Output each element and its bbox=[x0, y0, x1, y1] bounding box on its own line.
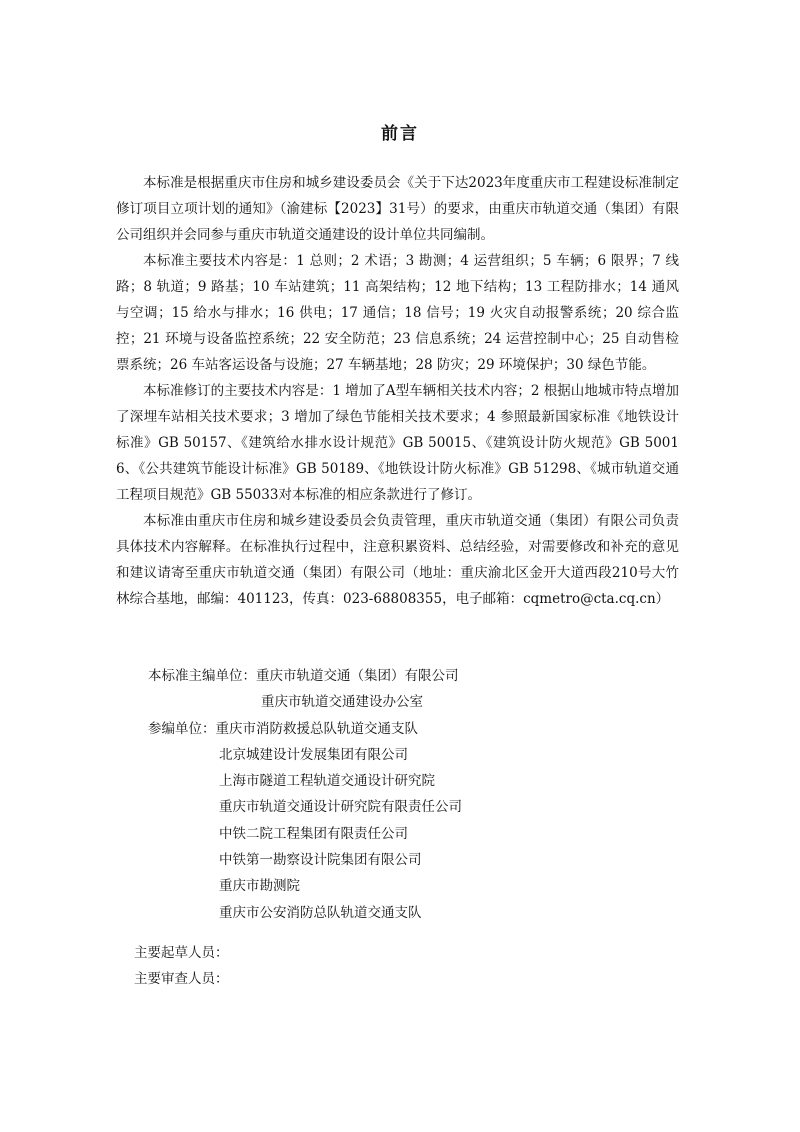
participant-unit: 重庆市轨道交通设计研究院有限责任公司 bbox=[219, 799, 462, 816]
page-title: 前言 bbox=[381, 124, 419, 144]
chief-editor-row bbox=[148, 663, 462, 689]
participant-unit: 北京城建设计发展集团有限公司 bbox=[219, 746, 408, 763]
participants-label: 参编单位： bbox=[148, 720, 216, 737]
participant-unit: 上海市隧道工程轨道交通设计研究院 bbox=[219, 773, 435, 790]
participant-unit: 重庆市公安消防总队轨道交通支队 bbox=[219, 904, 422, 921]
paragraph-management: 本标准由重庆市住房和城乡建设委员会负责管理，重庆市轨道交通（集团）有限公司负责具体技术内容解释。在标准执行过程中，注意积累资料、总结经验，对需要修改和补充的意见和建议请寄至重庆市轨道交通（集团）有限公司（地址：重庆渝北区金开大道西段210号大竹林综合基地，邮编：401123，传真：023-68808355，电子邮箱：cqmetro@cta.cq.cn） bbox=[116, 513, 679, 607]
chief-editor-unit: 重庆市轨道交通（集团）有限公司 bbox=[256, 668, 459, 684]
chief-editor-unit: 重庆市轨道交通建设办公室 bbox=[261, 694, 423, 711]
drafters-label: 主要起草人员： bbox=[134, 945, 229, 961]
personnel-section bbox=[134, 940, 229, 993]
participant-unit: 中铁二院工程集团有限责任公司 bbox=[219, 825, 408, 842]
editing-units bbox=[148, 663, 462, 926]
reviewers-label: 主要审查人员： bbox=[134, 971, 229, 988]
paragraph-main-content: 本标准主要技术内容是：1 总则；2 术语；3 勘测；4 运营组织；5 车辆；6 限界；7 线路；8 轨道；9 路基；10 车站建筑；11 高架结构；12 地下结构；13 工程防排水；14 通风与空调；15 给水与排水；16 供电；17 通信；18 信号；19 火灾自动报警系统；20 综合监控；21 环境与设备监控系统；22 安全防范；23 信息系统；24 运营控制中心；25 自动售检票系统；26 车站客运设备与设施；27 车辆基地；28 防灾；29 环境保护；30 绿色节能。 bbox=[116, 253, 679, 373]
chief-editor-label: 本标准主编单位： bbox=[148, 668, 256, 684]
participant-unit: 重庆市消防救援总队轨道交通支队 bbox=[215, 720, 418, 737]
participants-row bbox=[148, 716, 462, 742]
participant-unit: 中铁第一勘察设计院集团有限公司 bbox=[219, 852, 422, 869]
paragraph-basis: 本标准是根据重庆市住房和城乡建设委员会《关于下达2023年度重庆市工程建设标准制定修订项目立项计划的通知》（渝建标【2023】31号）的要求，由重庆市轨道交通（集团）有限公司组织并会同参与重庆市轨道交通建设的设计单位共同编制。 bbox=[116, 175, 679, 243]
participant-unit: 重庆市勘测院 bbox=[219, 878, 300, 895]
paragraph-revision-content: 本标准修订的主要技术内容是：1 增加了A型车辆相关技术内容；2 根据山地城市特点增加了深埋车站相关技术要求；3 增加了绿色节能相关技术要求；4 参照最新国家标准《地铁设计标准》GB 50157、《建筑给水排水设计规范》GB 50015、《建筑设计防火规范》GB 50016、《公共建筑节能设计标准》GB 50189、《地铁设计防火标准》GB 51298、《城市轨道交通工程项目规范》GB 55033对本标准的相应条款进行了修订。 bbox=[116, 383, 679, 503]
foreword-body bbox=[116, 170, 679, 612]
